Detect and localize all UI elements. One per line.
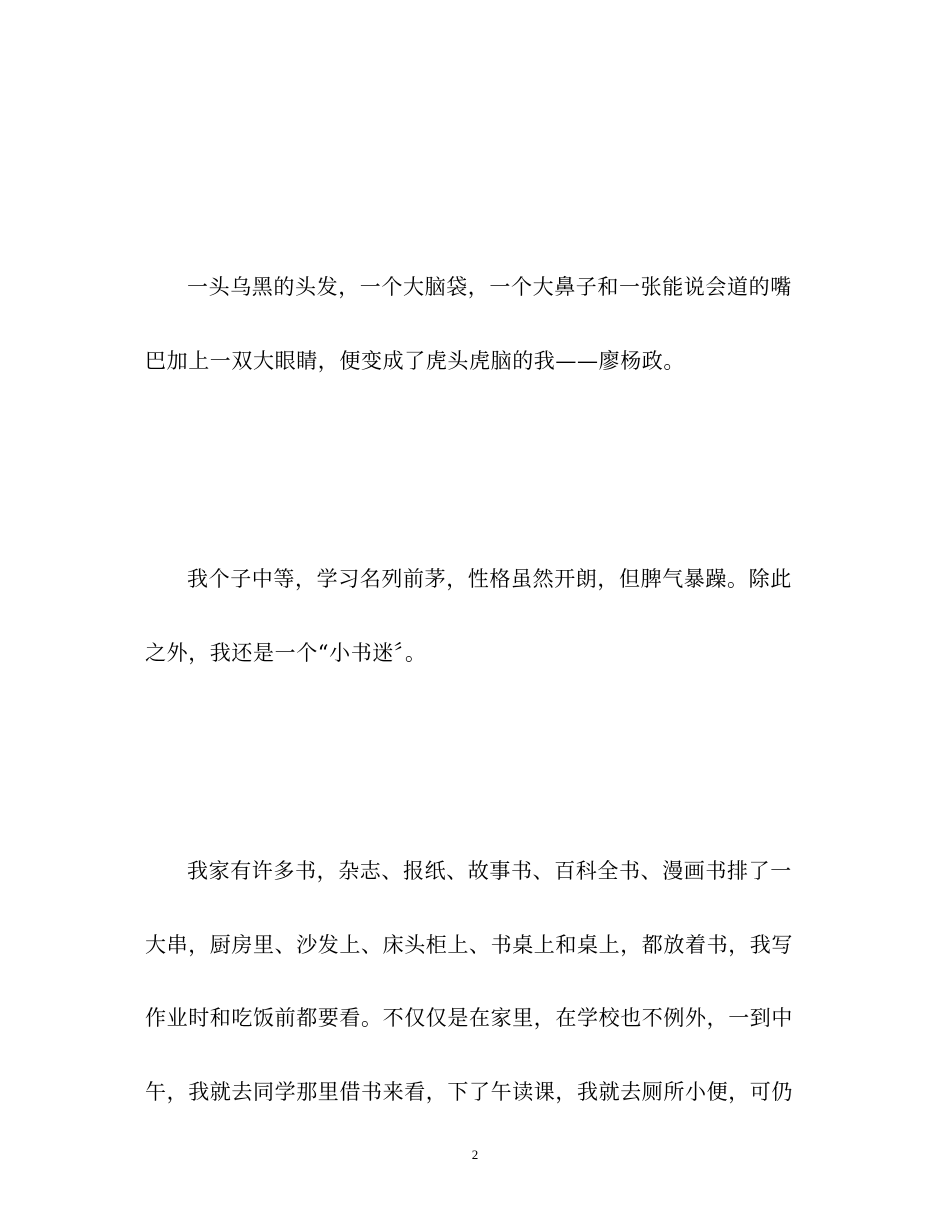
paragraph-2-line-2: 之外，我还是一个“小书迷〞。 xyxy=(145,641,427,665)
paragraph-3-line-2: 大串，厨房里、沙发上、床头柜上、书桌上和桌上，都放着书，我写 xyxy=(145,933,793,957)
paragraph-1-line-1: 一头乌黑的头发，一个大脑袋，一个大鼻子和一张能说会道的嘴 xyxy=(187,275,792,299)
paragraph-3-line-1: 我家有许多书，杂志、报纸、故事书、百科全书、漫画书排了一 xyxy=(187,859,792,883)
paragraph-1-line-2: 巴加上一双大眼睛，便变成了虎头虎脑的我——廖杨政。 xyxy=(145,349,685,373)
paragraph-3-line-4: 午，我就去同学那里借书来看，下了午读课，我就去厕所小便，可仍 xyxy=(145,1080,793,1104)
paragraph-3-line-3: 作业时和吃饭前都要看。不仅仅是在家里，在学校也不例外，一到中 xyxy=(145,1006,793,1030)
paragraph-2-line-1: 我个子中等，学习名列前茅，性格虽然开朗，但脾气暴躁。除此 xyxy=(187,567,792,591)
page-number: 2 xyxy=(471,1147,479,1162)
